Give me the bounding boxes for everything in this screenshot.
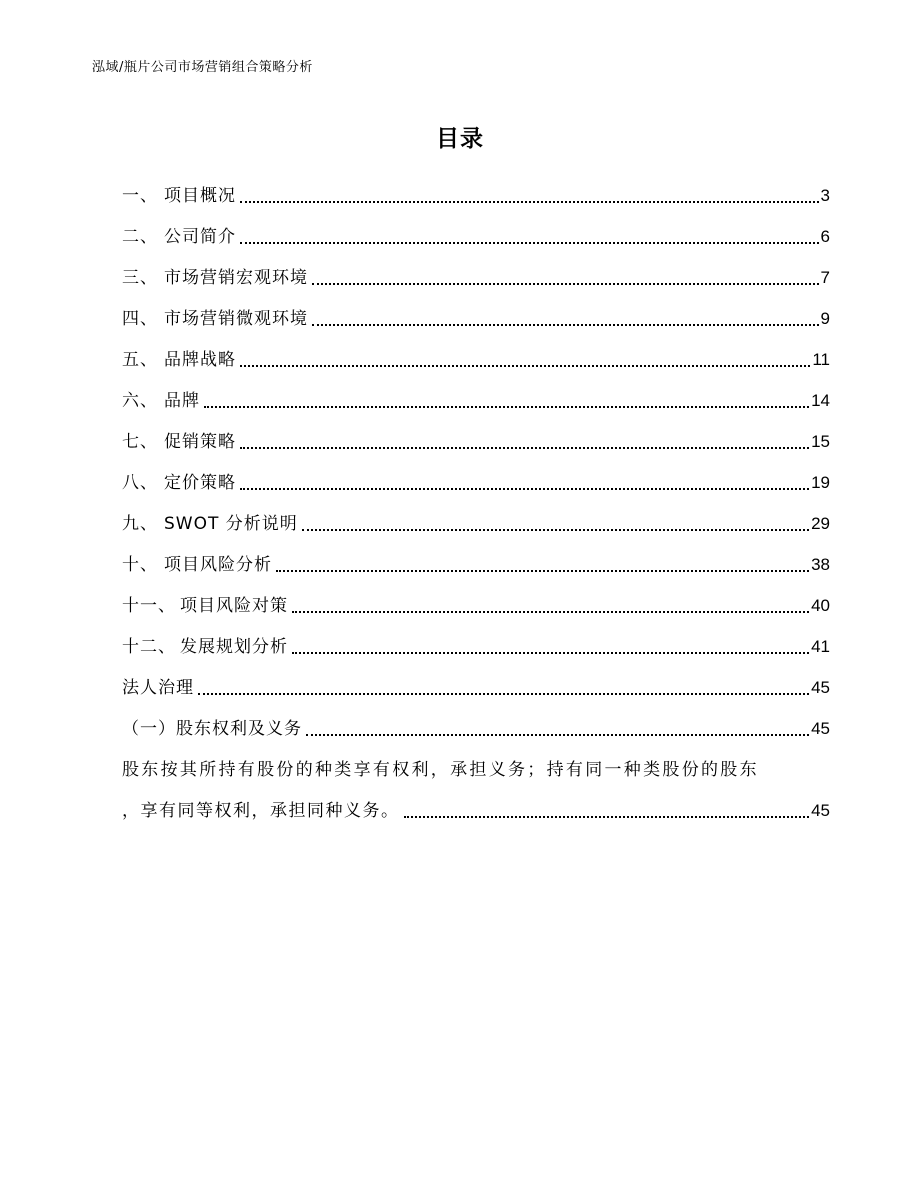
- toc-entry-label-line1: 股东按其所持有股份的种类享有权利，承担义务；持有同一种类股份的股东: [122, 760, 759, 780]
- toc-page-number: 45: [811, 719, 830, 738]
- dot-leader: [204, 406, 809, 408]
- dot-leader: [302, 529, 809, 531]
- dot-leader: [306, 734, 809, 736]
- toc-page-number: 38: [811, 555, 830, 574]
- toc-entry-label: 十、 项目风险分析: [122, 555, 272, 575]
- dot-leader: [276, 570, 809, 572]
- dot-leader: [292, 652, 809, 654]
- toc-entry-label-line2: ，享有同等权利，承担同种义务。: [122, 801, 400, 821]
- dot-leader: [240, 242, 819, 244]
- toc-entry-6[interactable]: [122, 376, 830, 417]
- toc-page-number: 40: [811, 596, 830, 615]
- toc-entry-4[interactable]: [122, 294, 830, 335]
- dot-leader: [198, 693, 809, 695]
- toc-entry-7[interactable]: [122, 417, 830, 458]
- toc-entry-3[interactable]: [122, 253, 830, 294]
- dot-leader: [240, 447, 809, 449]
- toc-entry-label: 十二、 发展规划分析: [122, 637, 288, 657]
- toc-page-number: 45: [811, 801, 830, 820]
- dot-leader: [312, 283, 819, 285]
- toc-page-number: 11: [812, 350, 830, 369]
- toc-entry-11[interactable]: [122, 581, 830, 622]
- toc-entry-1[interactable]: [122, 171, 830, 212]
- toc-entry-13[interactable]: [122, 663, 830, 704]
- dot-leader: [404, 816, 810, 818]
- toc-page-number: 45: [811, 678, 830, 697]
- toc-page-number: 3: [820, 186, 830, 205]
- toc-entry-line2: [122, 795, 830, 827]
- toc-entry-label: 十一、 项目风险对策: [122, 596, 288, 616]
- dot-leader: [240, 365, 810, 367]
- toc-entry-label: 六、 品牌: [122, 391, 200, 411]
- toc-entry-14[interactable]: [122, 704, 830, 745]
- dot-leader: [312, 324, 819, 326]
- toc-page-number: 14: [811, 391, 830, 410]
- toc-entry-label: 九、 SWOT 分析说明: [122, 514, 298, 534]
- toc-entry-label: 七、 促销策略: [122, 432, 236, 452]
- toc-entry-label: 四、 市场营销微观环境: [122, 309, 308, 329]
- dot-leader: [240, 488, 809, 490]
- toc-page-number: 41: [811, 637, 830, 656]
- toc-entry-label: 法人治理: [122, 678, 194, 698]
- toc-entry-2[interactable]: [122, 212, 830, 253]
- running-header: 泓域/瓶片公司市场营销组合策略分析: [92, 60, 313, 75]
- toc-entry-label: 二、 公司简介: [122, 227, 236, 247]
- header-divider: [90, 78, 830, 79]
- toc-entry-label: 一、 项目概况: [122, 186, 236, 206]
- dot-leader: [292, 611, 809, 613]
- toc-entry-10[interactable]: [122, 540, 830, 581]
- toc-page-number: 19: [811, 473, 830, 492]
- toc-page-number: 9: [820, 309, 830, 328]
- toc-entry-label: 八、 定价策略: [122, 473, 236, 493]
- toc-entry-9[interactable]: [122, 499, 830, 540]
- toc-title: 目录: [436, 126, 484, 152]
- toc-page-number: 15: [811, 432, 830, 451]
- toc-entry-label: （一）股东权利及义务: [122, 719, 302, 739]
- toc-entry-label: 五、 品牌战略: [122, 350, 236, 370]
- toc-page-number: 6: [820, 227, 830, 246]
- toc-entry-label: 三、 市场营销宏观环境: [122, 268, 308, 288]
- toc-entry-8[interactable]: [122, 458, 830, 499]
- toc-entry-12[interactable]: [122, 622, 830, 663]
- table-of-contents: [122, 171, 830, 827]
- dot-leader: [240, 201, 819, 203]
- toc-page-number: 7: [820, 268, 830, 287]
- toc-entry-15[interactable]: [122, 745, 830, 827]
- toc-page-number: 29: [811, 514, 830, 533]
- toc-entry-5[interactable]: [122, 335, 830, 376]
